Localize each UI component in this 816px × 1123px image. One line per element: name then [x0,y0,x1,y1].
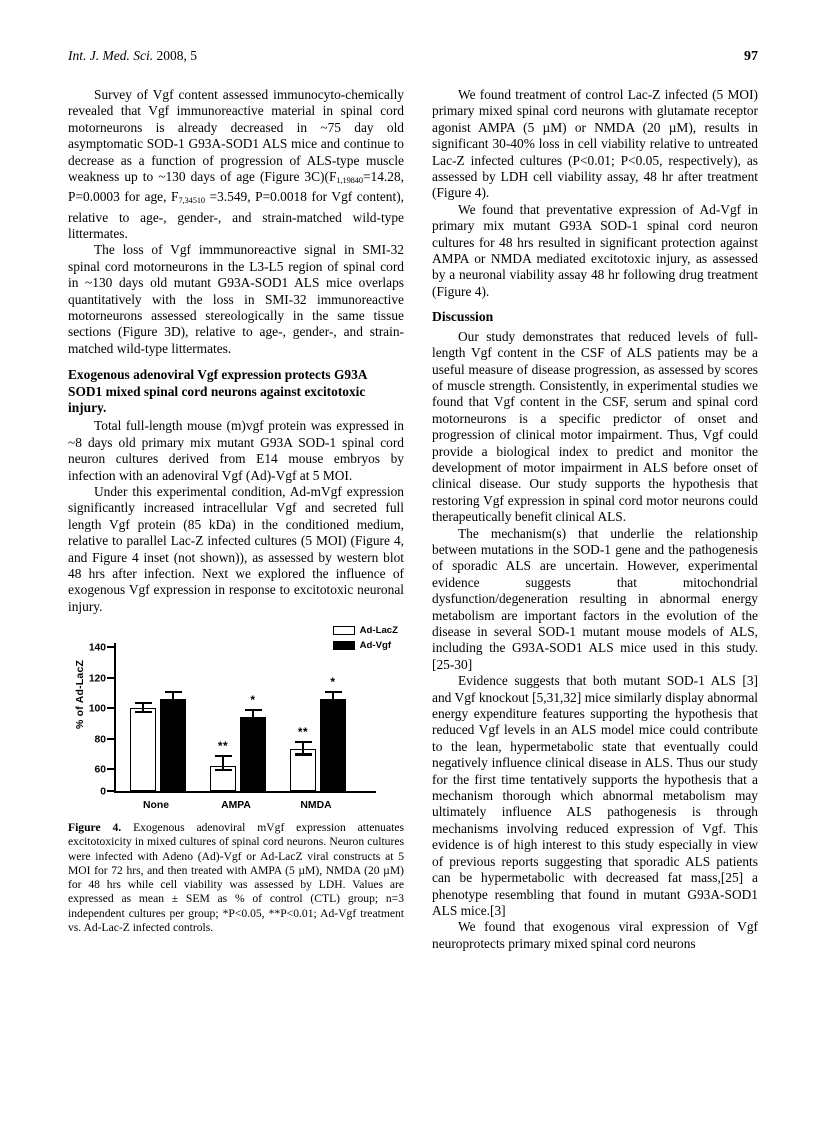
paragraph-survey-vgf [68,87,404,242]
subheading-exogenous-adenoviral: Exogenous adenoviral Vgf expression protects G93A SOD1 mixed spinal cord neurons against excitotoxic injury. [68,367,367,415]
paragraph-exogenous-viral-expression: We found that exogenous viral expression of Vgf neuroprotects primary mixed spinal cord neurons [432,919,758,951]
paragraph-text-part-3: , P=0.0003 for age, F [68,169,404,205]
bar-chart [68,625,404,815]
f-statistic-subscript-2: 7,34510 [178,196,205,206]
error-bar-cap [295,753,312,755]
x-axis-line [114,791,376,793]
paragraph-smi32-loss: The loss of Vgf immmunoreactive signal in SMI-32 spinal cord motorneurons in the L3-L5 region of spinal cord in ~130 days old mutant G93A-SOD1 ALS mice overlaps quantitatively with the loss in SMI-32 immunoreactive motorneurons assessed stereologically in the same tissue sections (Figure 3D), relative to age-, gender-, and strain-matched wild-type littermates. [68,242,404,356]
journal-reference [68,48,197,64]
paragraph-text-part-4: =3.549, P=0.0018 for Vgf content), relative to age-, gender-, and strain-matched wild-type littermates. [68,189,405,241]
legend-label-ad-vgf: Ad-Vgf [359,640,392,652]
legend-item-ad-lacz [333,625,398,636]
error-bar-cap [245,709,262,711]
paragraph-lacz-treatment: We found treatment of control Lac-Z infected (5 MOI) primary mixed spinal cord neurons with glutamate receptor agonist AMPA (5 µM) or NMDA (20 µM), results in significant 30-40% loss in cell viability relative to untreated Lac-Z infected cultures (P<0.01; P<0.05, respectively), as assessed by LDH cell viability assay, 48 hr after treatment (Figure 4). [432,87,758,201]
y-tick-mark [107,677,114,679]
error-bar-cap [165,703,182,705]
significance-marker: ** [297,725,309,740]
bar-none-ad-vgf [160,699,186,791]
y-tick-label: 80 [94,734,106,746]
plot-area [88,642,376,812]
legend-label-ad-lacz: Ad-LacZ [359,625,398,637]
error-bar-cap [135,711,152,713]
bars-container [116,643,376,791]
page-number: 97 [744,49,758,64]
paragraph-under-experimental-condition: Under this experimental condition, Ad-mVgf expression significantly increased intracellular Vgf and secreted full length Vgf protein (85 kDa) in the conditioned medium, relative to parallel Lac-Z infected cultures (5 MOI) (Figure 4, and Figure 4 inset (not shown)), as assessed by western blot 48 hrs after infection. Next we explored the influence of exogenous Vgf expression in response to excitotoxic neuronal injury. [68,484,404,614]
paragraph-total-full-length: Total full-length mouse (m)vgf protein was expressed in ~8 days old primary mix mutant G93A SOD-1 spinal cord neuron cultures derived from E14 mouse embryos by infection with an adenoviral Vgf (Ad)-Vgf at 5 MOI. [68,418,404,483]
error-bar-cap [215,769,232,771]
paragraph-preventative-expression: We found that preventative expression of Ad-Vgf in primary mix mutant G93A SOD-1 spinal cord neuron cultures for 48 hrs resulted in significant protection against AMPA or NMDA mediated excitotoxic injury, as assessed by a neuronal viability assay 48 hr following drug treatment (Figure 4). [432,201,758,299]
y-tick-label: 0 [100,786,106,798]
running-head [68,48,758,65]
x-tick-label-nmda: NMDA [300,800,332,812]
y-tick-mark [107,790,114,792]
y-tick-mark [107,646,114,648]
bar-none-ad-lacz [130,708,156,791]
paragraph-our-study-demonstrates: Our study demonstrates that reduced levels of full-length Vgf content in the CSF of ALS patients may be a useful measure of disease progression, as assessed by scores of muscle strength. Consistently, in experimental studies we found that Vgf content in the CSF, serum and spinal cord motorneurons is a specific predictor of onset and progression of clinical motor impairment. Thus, Vgf could provide a biological index to predict and monitor the development of motor impairment in ALS before onset of clinical disease. Our study supports the hypothesis that restoring Vgf expression in spinal cord motor neurons could therapeutically benefit clinical ALS. [432,328,758,525]
x-tick-label-none: None [143,800,169,812]
y-tick-label: 120 [88,673,106,685]
significance-marker: * [330,675,336,690]
x-tick-label-ampa: AMPA [221,800,251,812]
legend-swatch-open-icon [333,626,355,635]
bar-nmda-ad-lacz [290,749,316,791]
bar-nmda-ad-vgf [320,699,346,791]
figure-4 [68,625,404,935]
significance-marker: * [250,693,256,708]
y-tick-label: 100 [88,703,106,715]
y-tick-label: 140 [88,642,106,654]
y-tick-mark [107,738,114,740]
figure-caption [68,821,404,935]
f-statistic-subscript-1: 1,19840 [336,175,363,185]
error-bar-cap [295,741,312,743]
paragraph-evidence-suggests: Evidence suggests that both mutant SOD-1 ALS [3] and Vgf knockout [5,31,32] mice similarly display abnormal energy expenditure features supporting the hypothesis that reduced Vgf levels in an ALS model mice could contribute to the lean, hypermetabolic state that eventually could negatively influence clinical disease in ALS. Thus our study for the first time tentatively supports the hypothesis that a mechanism thorough which abnormal metabolism may ultimately influence ALS pathogenesis is through mechanisms involving reduced expression of Vgf. This evidence is of high interest to this study especially in view of previous reports suggesting that sporadic ALS patients can be hypermetabolic with decreased fat mass,[25] a phenotype resembling that found in mutant G93A-SOD1 ALS mice.[3] [432,673,758,918]
two-column-body [68,87,758,952]
section-heading-discussion: Discussion [432,309,494,325]
journal-issue: 2008, 5 [153,48,197,63]
paragraph-mechanisms-underlie: The mechanism(s) that underlie the relationship between mutations in the SOD-1 gene and the pathogenesis of sporadic ALS are uncertain. However, experimental evidence suggests that mitochondrial dysfunction/degeneration resulting in abnormal energy metabolism are important factors in the evolution of the disease in several SOD-1 mutant mouse models of ALS, including the G93A-SOD1 ALS mice used in this study. [25-30] [432,525,758,672]
error-bar-cap [165,691,182,693]
bar-ampa-ad-vgf [240,717,266,791]
left-column [68,87,404,935]
error-bar-cap [135,702,152,704]
right-column [432,87,758,952]
error-bar-cap [325,703,342,705]
paragraph-text-part-1: Survey of Vgf content assessed immunocyto-chemically revealed that Vgf immunoreactive material in spinal cord motorneurons is already decreased in ~75 day old asymptomatic SOD-1 G93A-SOD1 ALS mice and continue to decrease as a function of progression of ALS-type muscle weakness up to ~130 days of age (Figure 3C)(F [68,87,404,185]
y-tick-mark [107,707,114,709]
error-bar-cap [325,691,342,693]
error-bar-cap [215,755,232,757]
significance-marker: ** [217,739,229,754]
journal-title: Int. J. Med. Sci. [68,48,154,63]
paragraph-text-part-2: =14.28 [362,169,401,185]
y-tick-label: 60 [94,764,106,776]
y-tick-mark [107,768,114,770]
figure-caption-label: Figure 4. [68,821,122,835]
figure-caption-text: Exogenous adenoviral mVgf expression attenuates excitotoxicity in mixed cultures of spinal cord neurons. Neuron cultures were infected with Adeno (Ad)-Vgf or Ad-LacZ viral constructs at 5 MOI for 72 hrs, and then treated with AMPA (5 µM), NMDA (20 µM) for 48 hrs while cell viability was assessed by LDH. Values are expressed as mean ± SEM as % of control (CTL) group; n=3 independent cultures per group; *P<0.05, **P<0.01; Ad-Vgf treatment vs. Ad-Lac-Z infected controls. [68,821,404,934]
y-axis-label: % of Ad-LacZ [74,660,86,730]
error-bar-cap [245,721,262,723]
